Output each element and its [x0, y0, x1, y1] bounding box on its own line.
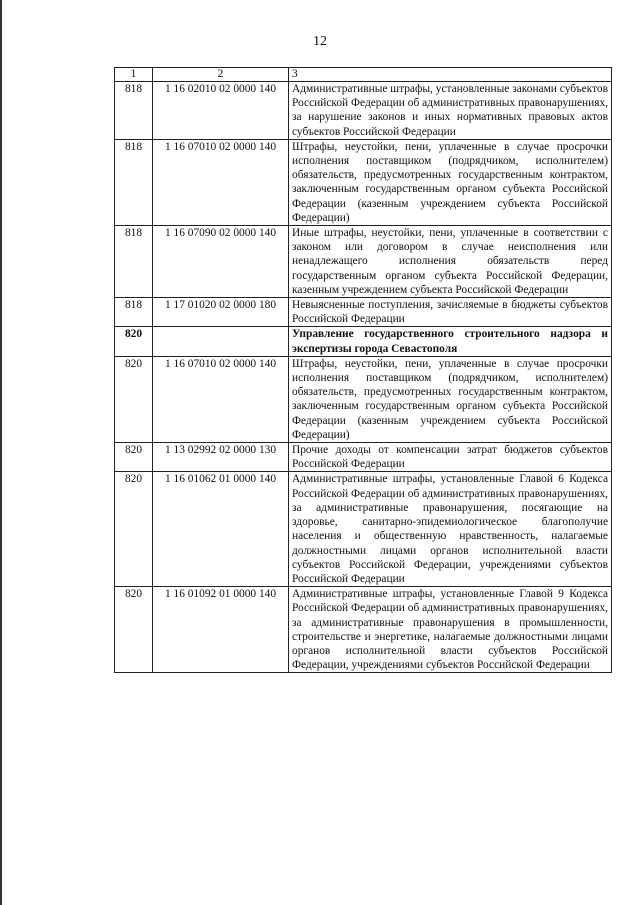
section-header-row	[115, 327, 612, 356]
header-col-2: 2	[153, 68, 289, 82]
table-row	[115, 82, 612, 140]
table-row	[115, 226, 612, 298]
table-header-row	[115, 68, 612, 82]
table-row	[115, 587, 612, 673]
admin-code-cell: 820	[115, 587, 153, 673]
budget-code-cell: 1 16 01092 01 0000 140	[153, 587, 289, 673]
description-cell: Административные штрафы, установленные законами субъектов Российской Федерации об административных правонарушениях, за нарушение законов и иных нормативных правовых актов субъектов Российской Федерации	[289, 82, 612, 140]
budget-code-cell: 1 13 02992 02 0000 130	[153, 443, 289, 472]
admin-code-cell: 820	[115, 356, 153, 442]
description-cell: Штрафы, неустойки, пени, уплаченные в случае просрочки исполнения поставщиком (подрядчиком, исполнителем) обязательств, предусмотренных государственным контрактом, заключенным государственным органом субъекта Российской Федерации (казенным учреждением субъекта Российской Федерации)	[289, 356, 612, 442]
admin-code-cell: 820	[115, 443, 153, 472]
page-left-edge	[0, 0, 2, 905]
budget-code-cell: 1 16 07090 02 0000 140	[153, 226, 289, 298]
table-row	[115, 356, 612, 442]
description-cell: Прочие доходы от компенсации затрат бюджетов субъектов Российской Федерации	[289, 443, 612, 472]
budget-code-cell: 1 16 07010 02 0000 140	[153, 139, 289, 225]
budget-code-cell: 1 17 01020 02 0000 180	[153, 298, 289, 327]
description-cell: Административные штрафы, установленные Главой 6 Кодекса Российской Федерации об административных правонарушениях, за административные правонарушения, посягающие на здоровье, санитарно-эпидемиологическое благополучие населения и общественную нравственность, налагаемые должностными лицами органов исполнительной власти субъектов Российской Федерации, учреждениями субъектов Российской Федерации	[289, 472, 612, 587]
description-cell: Штрафы, неустойки, пени, уплаченные в случае просрочки исполнения поставщиком (подрядчиком, исполнителем) обязательств, предусмотренных государственным контрактом, заключенным государственным органом субъекта Российской Федерации (казенным учреждением субъекта Российской Федерации)	[289, 139, 612, 225]
budget-code-cell: 1 16 02010 02 0000 140	[153, 82, 289, 140]
budget-code-cell	[153, 327, 289, 356]
table-row	[115, 472, 612, 587]
budget-code-cell: 1 16 07010 02 0000 140	[153, 356, 289, 442]
budget-codes-table	[114, 67, 612, 673]
budget-code-cell: 1 16 01062 01 0000 140	[153, 472, 289, 587]
admin-code-cell: 818	[115, 82, 153, 140]
table-row	[115, 443, 612, 472]
header-col-3: 3	[289, 68, 612, 82]
admin-code-cell: 818	[115, 139, 153, 225]
description-cell: Невыясненные поступления, зачисляемые в бюджеты субъектов Российской Федерации	[289, 298, 612, 327]
section-title-cell: Управление государственного строительного надзора и экспертизы города Севастополя	[289, 327, 612, 356]
description-cell: Иные штрафы, неустойки, пени, уплаченные в соответствии с законом или договором в случае неисполнения или ненадлежащего исполнения обязательств перед государственным органом субъекта Российской Федерации, казенным учреждением субъекта Российской Федерации	[289, 226, 612, 298]
description-cell: Административные штрафы, установленные Главой 9 Кодекса Российской Федерации об административных правонарушениях, за административные правонарушения в промышленности, строительстве и энергетике, налагаемые должностными лицами органов исполнительной власти субъектов Российской Федерации, учреждениями субъектов Российской Федерации	[289, 587, 612, 673]
admin-code-cell: 820	[115, 327, 153, 356]
page-number: 12	[313, 34, 327, 49]
table-row	[115, 139, 612, 225]
header-col-1: 1	[115, 68, 153, 82]
table-row	[115, 298, 612, 327]
admin-code-cell: 818	[115, 226, 153, 298]
admin-code-cell: 820	[115, 472, 153, 587]
admin-code-cell: 818	[115, 298, 153, 327]
